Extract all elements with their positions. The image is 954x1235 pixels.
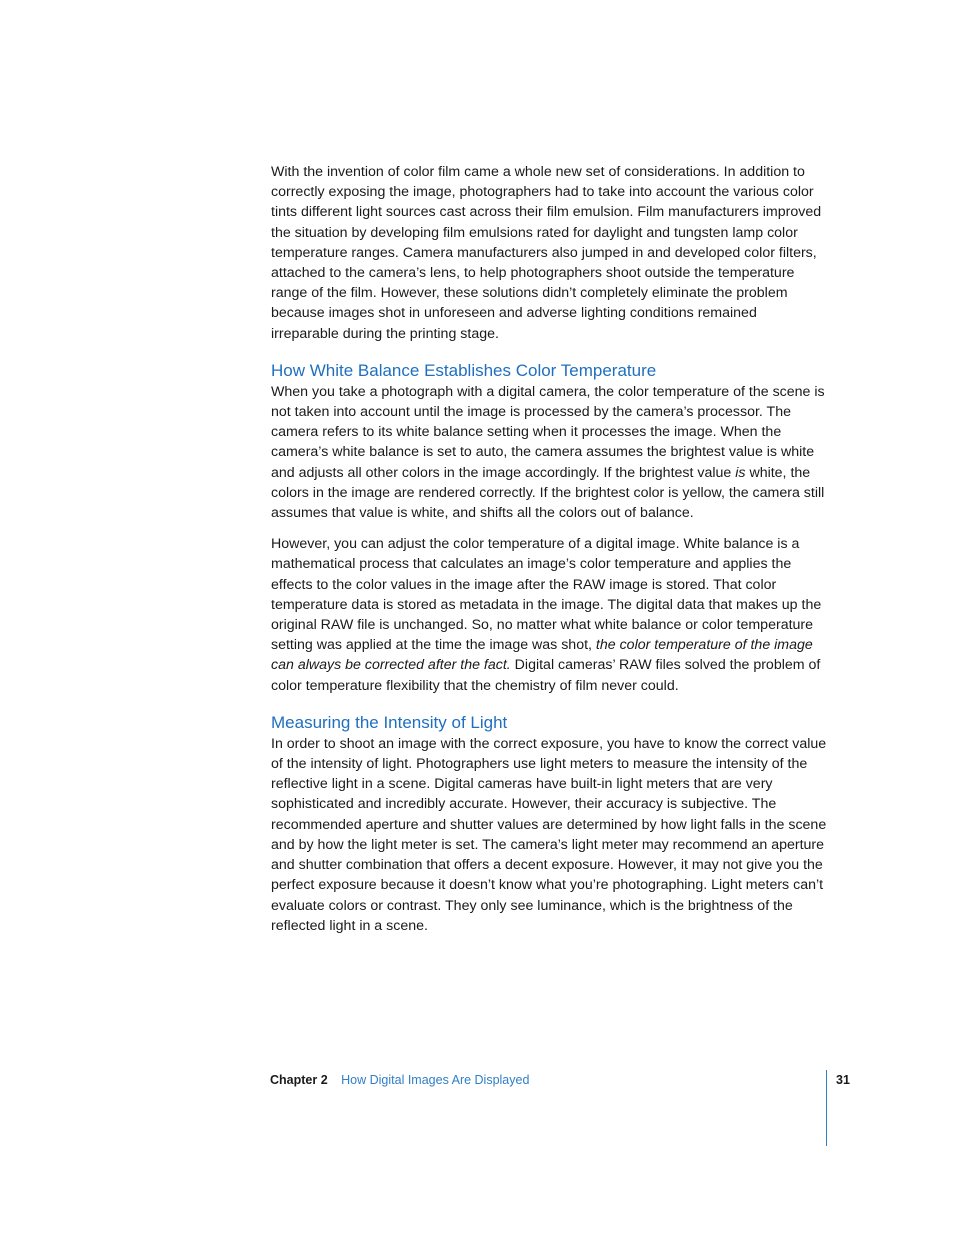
- footer-chapter-title: How Digital Images Are Displayed: [341, 1073, 530, 1087]
- emphasis-text: is: [735, 464, 746, 481]
- page-number: 31: [836, 1073, 850, 1087]
- light-intensity-paragraph: In order to shoot an image with the correct exposure, you have to know the correct value of the intensity of light. Photographers use light meters to measure the intensity of the reflective light in a scene. Digital cameras have built-in light meters that are very sophisticated and incredibly accurate. However, their accuracy is subjective. The recommended aperture and shutter values are determined by how light falls in the scene and by how the light meter is set. The camera’s light meter may recommend an aperture and shutter combination that offers a decent exposure. However, it may not give you the perfect exposure because it doesn’t know what you’re photographing. Light meters can’t evaluate colors or contrast. They only see luminance, which is the brightness of the reflected light in a scene.: [271, 735, 827, 934]
- section-heading-white-balance: How White Balance Establishes Color Temperature: [271, 360, 657, 380]
- footer-divider: [826, 1070, 827, 1146]
- text-run: Digital cameras’ RAW files solved the problem of color temperature flexibility that the chemistry of film never could.: [271, 657, 821, 694]
- white-balance-paragraph-1: [271, 382, 827, 523]
- section-heading-light-intensity: Measuring the Intensity of Light: [271, 712, 508, 732]
- intro-paragraph: With the invention of color film came a whole new set of considerations. In addition to correctly exposing the image, photographers had to take into account the various color tints different light sources cast across their film emulsion. Film manufacturers improved the situation by developing film emulsions rated for daylight and tungsten lamp color temperature ranges. Camera manufacturers also jumped in and developed color filters, attached to the camera’s lens, to help photographers shoot outside the temperature range of the film. However, these solutions didn’t completely eliminate the problem because images shot in unforeseen and adverse lighting conditions remained irreparable during the printing stage.: [271, 164, 822, 342]
- text-run: When you take a photograph with a digital camera, the color temperature of the scene is not taken into account until the image is processed by the camera’s processor. The camera refers to its white balance setting when it processes the image. When the camera’s white balance is set to auto, the camera assumes the brightest value is white and adjusts all other colors in the image accordingly. If the brightest value: [271, 383, 825, 481]
- page-body: [271, 162, 827, 947]
- emphasis-text: the color temperature of the image can always be corrected after the fact.: [271, 637, 813, 674]
- text-run: However, you can adjust the color temperature of a digital image. White balance is a mathematical process that calculates an image’s color temperature and applies the effects to the color values in the image after the RAW image is stored. That color temperature data is stored as metadata in the image. The digital data that makes up the original RAW file is unchanged. So, no matter what white balance or color temperature setting was applied at the time the image was shot,: [271, 536, 822, 654]
- page-footer: [270, 1072, 529, 1088]
- white-balance-paragraph-2: [271, 534, 827, 696]
- text-run: white, the colors in the image are rendered correctly. If the brightest color is yellow, the camera still assumes that value is white, and shifts all the colors out of balance.: [271, 464, 825, 522]
- footer-chapter-label: Chapter 2: [270, 1073, 328, 1087]
